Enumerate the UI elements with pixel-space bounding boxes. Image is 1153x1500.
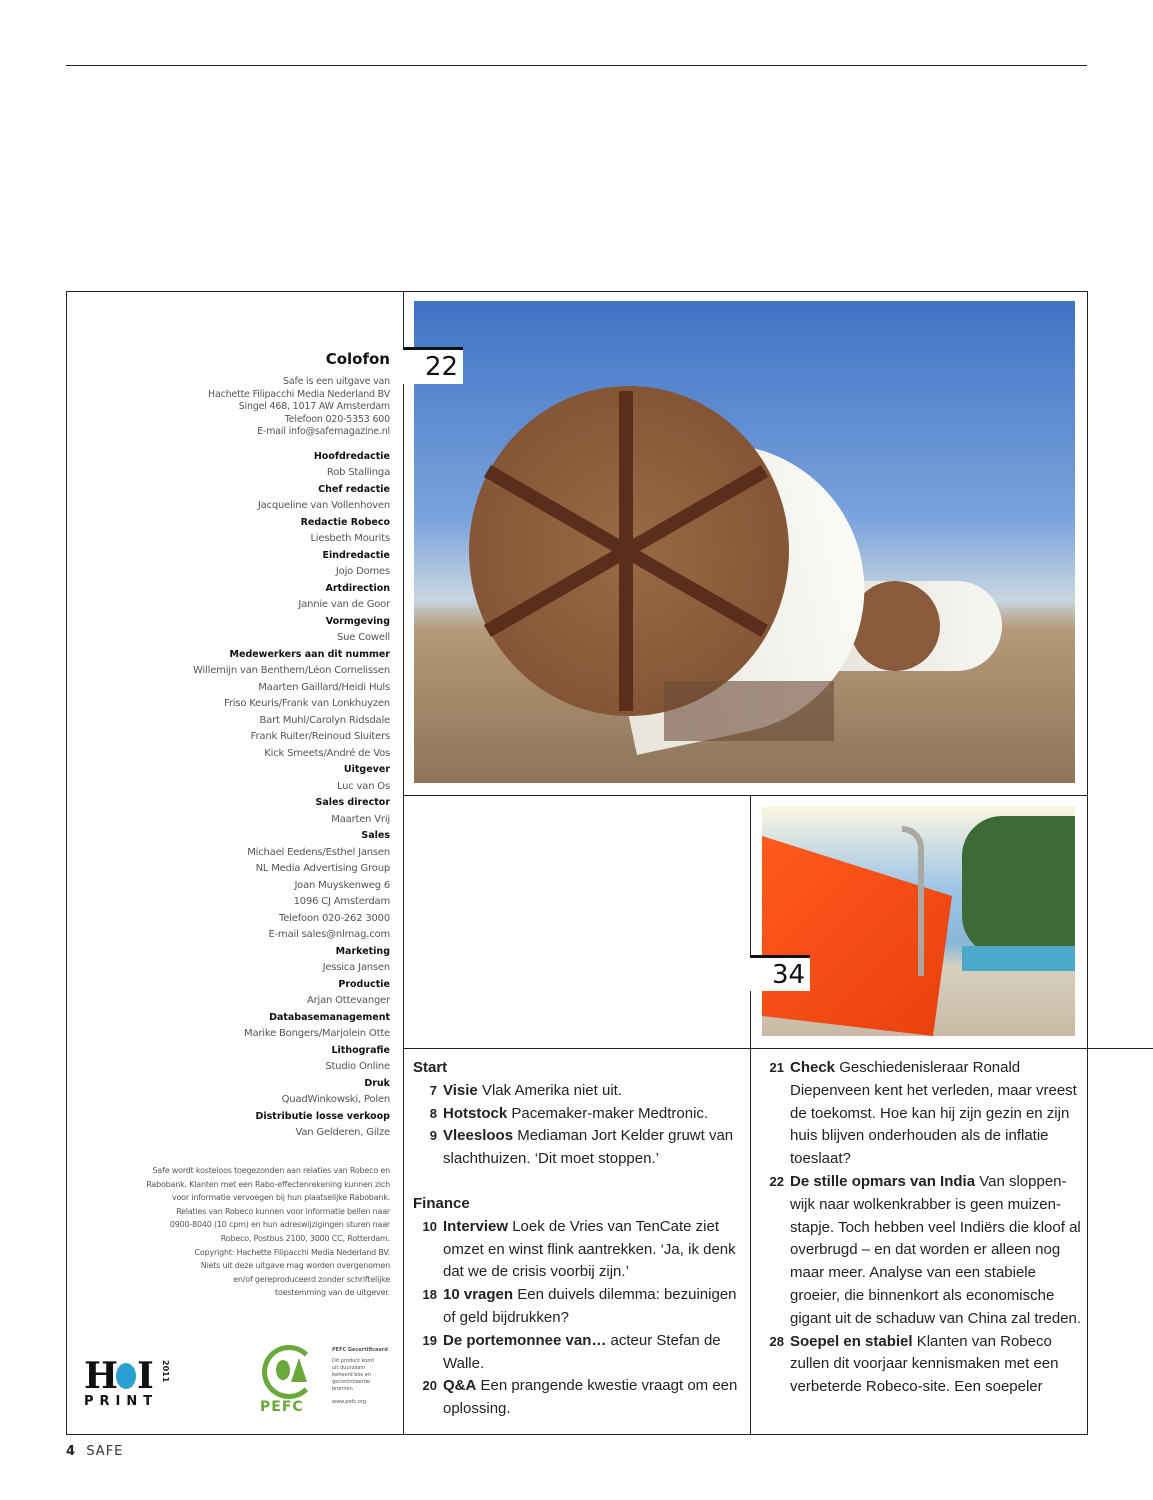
toc-item-text: Van sloppen-wijk naar wolkenkrabber is geen muizen-stapje. Toch hebben veel Indiërs die kloof al overbrugd – en dat worden er alleen nog maar meer. Analyse van een stabiele groeier, die binnenkort als economische gigant uit de schaduw van China zal treden. [790, 1172, 1082, 1327]
toc-page-number: 28 [769, 1333, 784, 1349]
colofon-entries [70, 449, 390, 1142]
smallprint-line: Relaties van Robeco kunnen voor informatie bellen naar [176, 1206, 390, 1216]
toc-item[interactable] [415, 1216, 745, 1284]
toc-page-number: 7 [429, 1082, 437, 1098]
toc-item-title: Visie [443, 1081, 478, 1099]
colofon-value: Frank Ruiter/Reinoud Sluiters [250, 731, 390, 743]
toc-page-number: 8 [429, 1105, 437, 1121]
page-footer [66, 1444, 123, 1459]
colofon-value: Rob Stallinga [326, 467, 390, 479]
colofon-intro [70, 376, 390, 439]
toc-item[interactable] [415, 1330, 745, 1376]
colofon-value: Kick Smeets/André de Vos [264, 747, 390, 759]
pefc-url: www.pefc.org [332, 1399, 366, 1405]
toc-page-number: 10 [422, 1218, 437, 1234]
colofon-label: Marketing [335, 945, 390, 957]
colofon-label: Uitgever [343, 764, 390, 776]
pool-chair-photo [762, 806, 1075, 1036]
smallprint-line: toestemming van de uitgever. [274, 1288, 390, 1298]
colofon-label: Sales director [315, 797, 390, 809]
smallprint-line: Niets uit deze uitgave mag worden overgenomen [200, 1261, 390, 1271]
colofon-value: NL Media Advertising Group [255, 863, 390, 875]
pefc-text [332, 1358, 402, 1393]
toc-item[interactable] [762, 1057, 1082, 1171]
toc-page-number: 18 [422, 1287, 437, 1303]
toc-item-text: Loek de Vries van TenCate ziet omzet en winst flink aantrekken. ‘Ja, ik denk dat we de crisis voorbij zijn.’ [443, 1217, 736, 1281]
toc-item-title: Soepel en stabiel [790, 1332, 913, 1350]
colofon-value: 1096 CJ Amsterdam [293, 896, 390, 908]
pefc-text-line: gecontroleerde [332, 1379, 370, 1385]
toc-item-text: Klanten van Robeco zullen dit voorjaar kennismaken met een verbeterde Robeco-site. Een soepeler [790, 1332, 1059, 1396]
photo-divider [403, 795, 1088, 796]
toc-item-text: Mediaman Jort Kelder gruwt van slachthuizen. ‘Dit moet stoppen.’ [443, 1127, 734, 1168]
colofon-value: Sue Cowell [336, 632, 390, 644]
colofon-value: Luc van Os [336, 780, 390, 792]
toc-item-title: Interview [443, 1217, 509, 1235]
colofon-value: Friso Keuris/Frank van Lonkhuyzen [224, 698, 390, 710]
pefc-text-line: bronnen [332, 1386, 353, 1392]
toc-column-1 [415, 1057, 745, 1421]
smallprint-line: voor informatie vervoegen bij hun plaatselijke Rabobank. [171, 1193, 390, 1203]
colofon-value: Marike Bongers/Marjolein Otte [244, 1028, 390, 1040]
toc-section-heading: Start [413, 1059, 448, 1076]
toc-column-2 [762, 1057, 1082, 1399]
colofon-label: Medewerkers aan dit nummer [229, 648, 390, 660]
column-divider-2 [750, 795, 751, 1435]
colofon-label: Distributie losse verkoop [255, 1110, 390, 1122]
colofon-value: Jannie van de Goor [298, 599, 390, 611]
smallprint-line: Robeco, Postbus 2100, 3000 CC, Rotterdam. [220, 1233, 390, 1243]
colofon-label: Databasemanagement [269, 1011, 390, 1023]
colofon-label: Lithografie [331, 1044, 390, 1056]
colofon-value: Bart Muhl/Carolyn Ridsdale [259, 714, 390, 726]
toc-item-title: Q&A [443, 1377, 477, 1395]
toc-divider [403, 1048, 1153, 1049]
colofon-value: Van Gelderen, Gilze [295, 1127, 390, 1139]
toc-item-text: Vlak Amerika niet uit. [481, 1081, 622, 1099]
toc-item[interactable] [415, 1125, 745, 1171]
page-tab-34: 34 [750, 955, 810, 991]
magazine-name: SAFE [86, 1444, 124, 1459]
smallprint-line: Safe wordt kosteloos toegezonden aan relaties van Robeco en [152, 1166, 390, 1175]
colofon [70, 350, 390, 1142]
smallprint-line: en/of gereproduceerd zonder schriftelijke [233, 1274, 390, 1284]
colofon-value: Joan Muyskenweg 6 [294, 879, 390, 891]
toc-item-title: De stille opmars van India [790, 1172, 976, 1190]
toc-page-number: 19 [422, 1332, 437, 1348]
toc-page-number: 9 [429, 1128, 437, 1144]
wind-turbine-photo [414, 301, 1075, 783]
colofon-value: QuadWinkowski, Polen [281, 1094, 390, 1106]
toc-gap [415, 1171, 745, 1193]
smallprint-line: Rabobank. Klanten met een Rabo-effectenrekening kunnen zich [146, 1179, 390, 1189]
colofon-value: E-mail sales@nlmag.com [268, 929, 390, 941]
toc-item[interactable] [415, 1080, 745, 1103]
colofon-value: Jessica Jansen [322, 962, 390, 974]
colofon-label: Hoofdredactie [313, 450, 390, 462]
colofon-value: Willemijn van Benthem/Léon Cornelissen [193, 665, 390, 677]
pefc-text-line: Dit product komt [332, 1358, 375, 1364]
colofon-value: Michael Eedens/Esthel Jansen [247, 846, 390, 858]
toc-page-number: 22 [769, 1173, 784, 1189]
toc-item[interactable] [415, 1375, 745, 1421]
toc-item-title: Vleesloos [443, 1127, 514, 1145]
smallprint-line: Copyright: Hachette Filipacchi Media Nederland BV. [194, 1247, 390, 1257]
toc-item-title: 10 vragen [443, 1286, 514, 1304]
toc-item-text: Een prangende kwestie vraagt om een oplossing. [443, 1377, 738, 1418]
colofon-value: Jojo Domes [335, 566, 390, 578]
page-number: 4 [66, 1444, 77, 1459]
colofon-smallprint [90, 1164, 390, 1300]
page-tab-22: 22 [403, 347, 463, 384]
colofon-intro-line: Hachette Filipacchi Media Nederland BV [208, 388, 390, 400]
colofon-value: Arjan Ottevanger [306, 995, 390, 1007]
hoi-print-logo: H I PRINT 2011 [84, 1355, 170, 1409]
colofon-label: Productie [338, 978, 390, 990]
toc-item-text: Een duivels dilemma: bezuinigen of geld bijdrukken? [443, 1286, 737, 1326]
colofon-intro-line: E-mail info@safemagazine.nl [257, 426, 390, 438]
colofon-value: Maarten Vrij [331, 813, 390, 825]
pefc-wordmark: PEFC [260, 1399, 304, 1415]
toc-item-title: Check [790, 1059, 836, 1076]
column-divider [403, 291, 404, 1435]
colofon-label: Druk [364, 1077, 390, 1089]
colofon-value: Studio Online [325, 1061, 390, 1073]
colofon-intro-line: Safe is een uitgave van [283, 376, 390, 387]
pefc-text-line: beheerd bos en [332, 1372, 371, 1378]
colofon-label: Sales [361, 830, 390, 842]
colofon-intro-line: Telefoon 020-5353 600 [284, 413, 390, 425]
colofon-value: Liesbeth Mourits [310, 533, 390, 545]
toc-item-text: acteur Stefan de Walle. [443, 1331, 721, 1372]
smallprint-line: 0900-8040 (10 cpm) en hun adreswijzigingen sturen naar [169, 1220, 390, 1230]
toc-page-number: 20 [422, 1378, 437, 1394]
toc-item-text: Pacemaker-maker Medtronic. [511, 1104, 709, 1122]
pefc-text-line: uit duurzaam [332, 1365, 366, 1371]
toc-item[interactable] [762, 1171, 1082, 1331]
colofon-intro-line: Singel 468, 1017 AW Amsterdam [238, 401, 390, 413]
colofon-label: Chef redactie [318, 483, 390, 495]
colofon-value: Maarten Gaillard/Heidi Huls [258, 681, 390, 693]
toc-item[interactable] [415, 1103, 745, 1126]
toc-item-title: De portemonnee van… [443, 1331, 607, 1349]
colofon-label: Vormgeving [325, 615, 390, 627]
top-rule [66, 65, 1087, 66]
colofon-title: Colofon [325, 350, 390, 368]
colofon-label: Eindredactie [322, 549, 390, 561]
toc-page-number: 21 [769, 1060, 784, 1075]
toc-item-text: Geschiedenisleraar Ronald Diepenveen kent het verleden, maar vreest de toekomst. Hoe kan hij zijn gezin en zijn huis blijven onderhouden als de inflatie toeslaat? [790, 1059, 1077, 1168]
toc-item-title: Hotstock [443, 1104, 508, 1122]
pefc-logo [260, 1345, 400, 1425]
colofon-label: Artdirection [325, 582, 390, 594]
colofon-value: Jacqueline van Vollenhoven [257, 500, 390, 512]
pefc-title: PEFC Gecertificeerd [332, 1347, 388, 1353]
toc-section-heading: Finance [413, 1194, 470, 1212]
toc-item[interactable] [415, 1284, 745, 1330]
toc-item[interactable] [762, 1331, 1082, 1399]
colofon-value: Telefoon 020-262 3000 [279, 912, 390, 924]
colofon-label: Redactie Robeco [300, 516, 390, 528]
